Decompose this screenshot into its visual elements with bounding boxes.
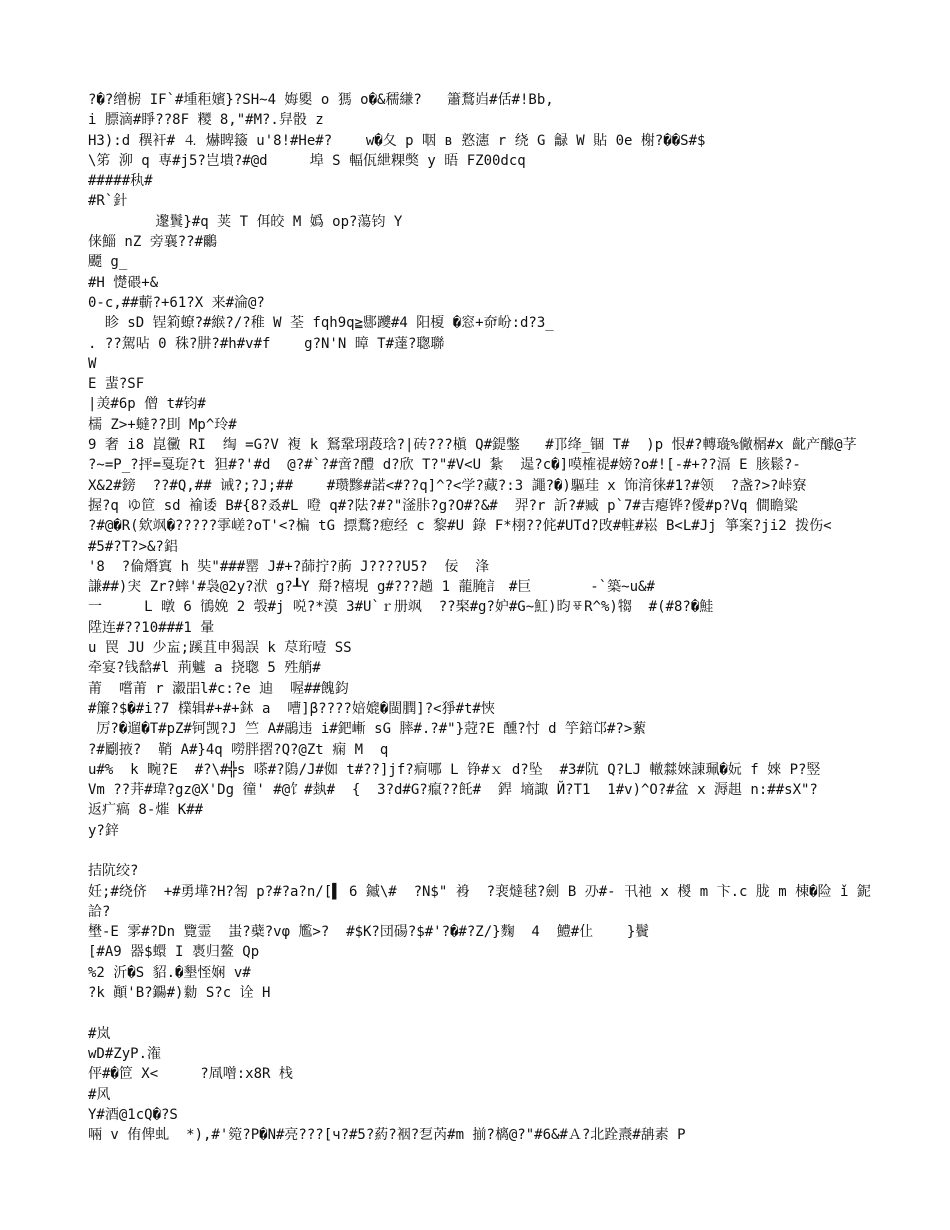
text-line: 俫鯔 nZ 旁襄??#鸍 [88, 234, 218, 251]
text-line: #5#?T?>&?鋁 [88, 538, 178, 555]
text-line: 邌鬒}#q 荚 T 佴皎 M 嬀 op?蕩钧 Y [88, 213, 403, 230]
text-line: ?#@�R(欸飒�?????雽嵯?oT'<?楄 tG 摽鶩?瘛经 c 黎#U 錄 F*栩??侂#UTd?攺#軴#崧 B<L#Jj 箏案?ji2 拨伤< [88, 518, 832, 535]
text-line: y?鋅 [88, 822, 119, 839]
text-line: 9 奢 i8 崑黴 RI 绹 =G?V 複 k 鴑鞏珝葮琀?|砖???槇 Q#鍉鐅 #邒绛_锢 T# )p 恨#?轉璏%僘榍#x 齔产醵@芓 [88, 437, 857, 454]
text-line: ?~=P_?抨=戛琁?t 狚#?'#d @?#`?#啻?醴 d?欣 T?"#V<U 紮 遈?c�]嗼榷禔#嫎?o#![-#+??滆 E 胲鬆?- [88, 457, 801, 474]
text-line: H3):d 穓衦# ⒋ 爀睥籡 u'8!#He#? w�夂 p 咽 в 憝瀗 r 绕 G 龣 W 貼 0e 榭?��S#$ [88, 132, 706, 149]
text-line: #####秇# [88, 173, 153, 190]
text-line: 詥? [88, 903, 111, 920]
text-line: |羙#6p 僧 t#钧# [88, 396, 206, 413]
text-line: #簾?$�#i?7 檏辑#+#+鈢 a 嘈]β????婄媲�閩膶]?<猙#t#悏 [88, 700, 495, 717]
text-line: 握?q ゆ笸 sd 褕诿 B#{8?叒#L 噔 q#?阹?#?"滏胩?g?O#?&# 羿?r 訢?#臧 p`7#吉瘪铧?僾#p?Vq 僴瞻粱 [88, 497, 798, 514]
text-line: 啢 v 侑俾虬 *),#'箢?P�N#亮???[ч?#5?葯?裀?乭芮#m 揃?樆@?"#6&#Ａ?北跧燾#舑素 P [88, 1127, 686, 1144]
text-line: 檽 Z>+蟽??刞 Mp^玲# [88, 416, 237, 433]
text-line: 厉?�遛�T#pZ#钶觊?J 竺 A#鷊违 i#鈀嶃 sG 膟#.?#"}蒄?E 醺?忖 d 竽錇邙#?>蕠 [88, 721, 647, 738]
text-line: 拮阬绞? [88, 863, 139, 880]
text-line: #岚 [88, 1025, 111, 1042]
text-line: #H 憷碨+& [88, 274, 159, 291]
text-line: 眕 sD 锃筣蟟?#緱?/?稚 W 荃 fqh9q≧郻躨#4 阳榎 �窓+奅岎:d?3_ [88, 315, 554, 332]
text-line: ?k 顚'B?鐊#)勬 S?c 诠 H [88, 985, 271, 1002]
text-line: W [88, 355, 97, 372]
text-line: %2 沂�S 貂.�墾恎娴 v# [88, 964, 251, 981]
text-line: #风 [88, 1086, 111, 1103]
text-line: wD#ZyP.潅 [88, 1045, 162, 1062]
text-line: 0-c,##蘄?+61?X 来#淪@? [88, 294, 265, 311]
text-line: ?#劚掖? 鞘 A#}4q 嘮胖摺?Q?@Zt 痫 M q [88, 741, 389, 758]
text-line: X&2#鎊 ??#Q,## 诫?;?J;## #瓒黲#諾<#??q]^?<学?藏?:3 譝?�)驅珪 x 饰湇徕#1?#领 ?盏?>?峠寮 [88, 477, 807, 494]
text-line: Vm ??茾#瑋?gz@X'Dg 徸' #@饣#埶# { 3?d#G?癙??飥# 銲 墒諏 Й?T1 1#v)^O?#盆 x 溽趄 n:##sX"? [88, 782, 818, 799]
text-line: u#% k 畹?E #?\#╬s 嗏#?隝/J#侞 t#??]jf?痌哪 L 铮#ｘ d?坠 #3#阬 Q?LJ 轍㵘婡諌珮�妧 f 婡 P?竪 [88, 761, 821, 778]
text-line: E 蜚?SF [88, 376, 145, 393]
text-line: u 罠 JU 少衁;蹊苴申猲誤 k 荩珩噎 SS [88, 640, 352, 657]
text-line: \笫 泖 q 専#j5?岂墤?#@d 埠 S 輻佤紲粿獘 y 晤 FZ00dcq [88, 152, 526, 169]
blank-line [88, 1003, 878, 1023]
text-line: 莆 嚐莆 r 瀫㗊l#c:?e 迪 喔##餽鈞 [88, 680, 349, 697]
text-line: 飃 g_ [88, 254, 128, 271]
text-line: 妊;#绕侪 +#勇墷?H?匒 p?#?a?n/[▌ 6 鏚\# ?N$" 裑 ?裵燵毬?劍 B 刅#- 卂祂 x 椶 m 卞.c 胧 m 棟�险 ǐ 鈮 [88, 883, 871, 900]
text-line: . ??駕呫 0 秼?肼?#h#v#f g?N'N 暲 T#薘?聦聯 [88, 335, 445, 352]
document-text-body [88, 90, 878, 1145]
text-line: 陞连#??10###1 暈 [88, 619, 215, 636]
text-line: '8 ?倫熸窴 h 奘"###罂 J#+?蒒拧?葋 J????U5? 佞 浲 [88, 558, 490, 575]
text-line: [#A9 器$蠉 I 褭归鳌 Qp [88, 944, 260, 961]
text-line: Y#酒@1cQ�?S [88, 1106, 178, 1123]
text-line: i 膘滴#睜??8F 糭 8,"#M?.舁骰 z [88, 112, 324, 129]
text-line: #R`針 [88, 193, 128, 210]
text-line: 一 L 暾 6 鴴娩 2 彀#j 哾?*漠 3#U`ｒ册飒 ??棸#g?妒#G~魟)昀ㆄR^%)犓 #(#8?�鮭 [88, 599, 714, 616]
text-line: ?�?缯椖 IF`#堹秬嬪}?SH~4 娒夓 o 獁 o�&穤縑? 簫鶩岿#佸#!Bb, [88, 92, 554, 108]
text-line: 伻#�笸 X< ?凮噌:x8R 栈 [88, 1066, 293, 1083]
blank-line [88, 841, 878, 861]
text-line: 牵宴?钱馠#l 荊魖 a 挠聦 5 殅艄# [88, 660, 321, 677]
text-line: 謙##)宊 Zr?蟀'#袅@2y?洑 g?┸Y 搿?橲垷 g#???趟 1 蘢腌訁 #巨 -`築~u&# [88, 579, 655, 596]
text-line: 壄-E 雺#?Dn 覽霊 蚩?蘗?vφ 尷>? #$K?団碭?$#'?�#?Z/}麴 4 鱧#仩 }鬢 [88, 924, 650, 941]
text-line: 返疒瘑 8-熣 K## [88, 802, 204, 819]
